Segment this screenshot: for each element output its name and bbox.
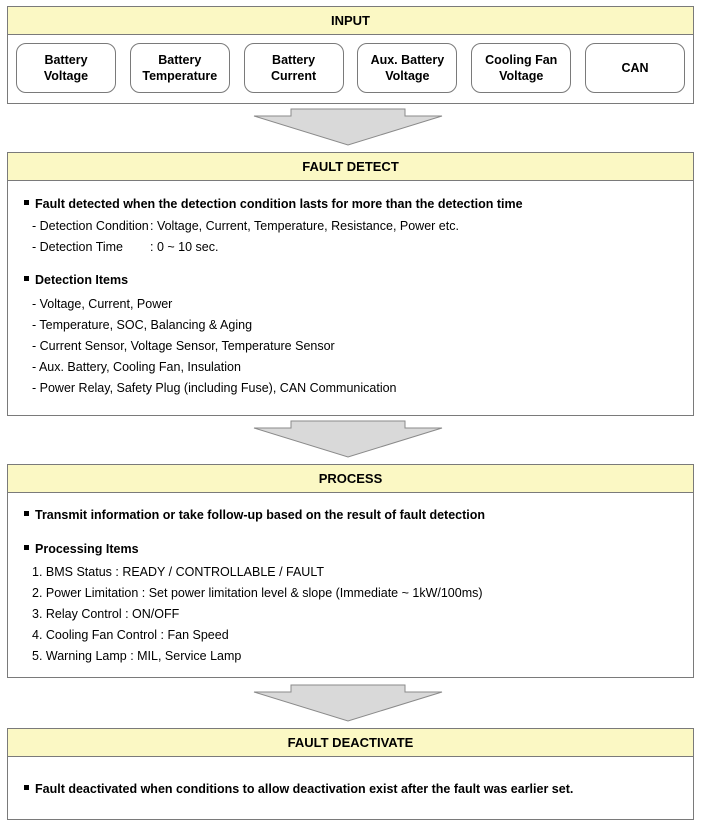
bullet-square-icon — [24, 276, 29, 281]
bullet-square-icon — [24, 200, 29, 205]
processing-item: 1. BMS Status : READY / CONTROLLABLE / FAULT — [32, 565, 324, 579]
process-header: PROCESS — [8, 465, 693, 493]
input-battery-current: Battery Current — [244, 43, 344, 93]
down-arrow-icon — [253, 684, 443, 722]
detection-time-line: - Detection Time : 0 ~ 10 sec. — [32, 240, 219, 254]
input-section — [7, 6, 694, 104]
detection-item: - Power Relay, Safety Plug (including Fuse), CAN Communication — [32, 381, 397, 395]
fault-deactivate-section — [7, 728, 694, 820]
processing-item: 2. Power Limitation : Set power limitation level & slope (Immediate ~ 1kW/100ms) — [32, 586, 483, 600]
fault-detect-section — [7, 152, 694, 416]
bullet-square-icon — [24, 545, 29, 550]
detection-item: - Aux. Battery, Cooling Fan, Insulation — [32, 360, 241, 374]
input-battery-temperature: Battery Temperature — [130, 43, 230, 93]
input-box-row — [16, 43, 685, 93]
input-aux-battery-voltage: Aux. Battery Voltage — [357, 43, 457, 93]
processing-item: 4. Cooling Fan Control : Fan Speed — [32, 628, 229, 642]
processing-item: 3. Relay Control : ON/OFF — [32, 607, 180, 621]
input-can: CAN — [585, 43, 685, 93]
input-cooling-fan-voltage: Cooling Fan Voltage — [471, 43, 571, 93]
detection-item: - Voltage, Current, Power — [32, 297, 173, 311]
detection-condition-line: - Detection Condition: Voltage, Current, Temperature, Resistance, Power etc. — [32, 219, 459, 233]
detection-item: - Temperature, SOC, Balancing & Aging — [32, 318, 253, 332]
fault-deactivate-header: FAULT DEACTIVATE — [8, 729, 693, 757]
down-arrow-icon — [253, 108, 443, 146]
fault-detect-bullet-1: Fault detected when the detection condition lasts for more than the detection time — [24, 197, 523, 211]
fault-deactivate-bullet-1: Fault deactivated when conditions to allow deactivation exist after the fault was earlier set. — [24, 782, 573, 796]
input-header: INPUT — [8, 7, 693, 35]
bullet-square-icon — [24, 511, 29, 516]
fault-detect-bullet-2: Detection Items — [24, 273, 128, 287]
process-section — [7, 464, 694, 678]
fault-detect-header: FAULT DETECT — [8, 153, 693, 181]
input-battery-voltage: Battery Voltage — [16, 43, 116, 93]
detection-item: - Current Sensor, Voltage Sensor, Temperature Sensor — [32, 339, 335, 353]
process-bullet-1: Transmit information or take follow-up based on the result of fault detection — [24, 508, 485, 522]
down-arrow-icon — [253, 420, 443, 458]
processing-item: 5. Warning Lamp : MIL, Service Lamp — [32, 649, 242, 663]
bullet-square-icon — [24, 785, 29, 790]
process-bullet-2: Processing Items — [24, 542, 139, 556]
